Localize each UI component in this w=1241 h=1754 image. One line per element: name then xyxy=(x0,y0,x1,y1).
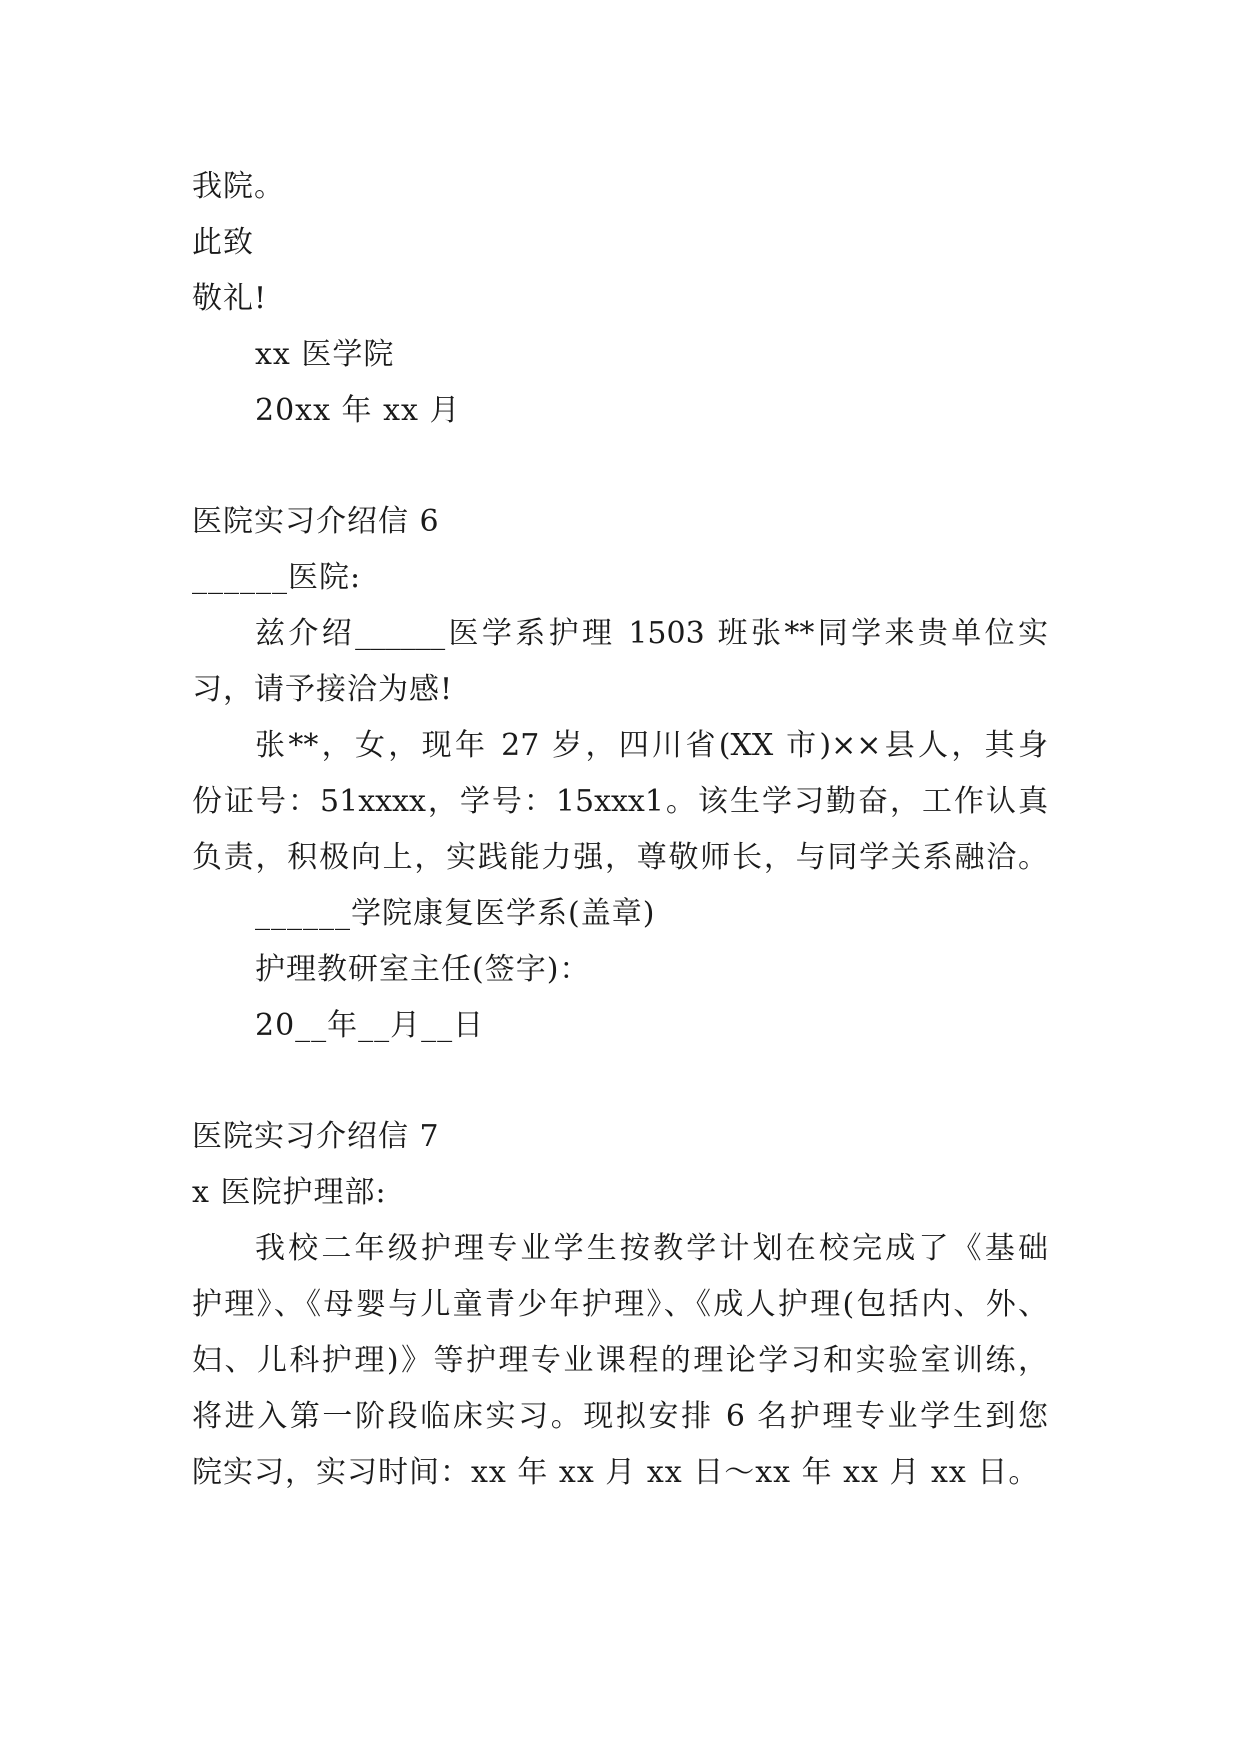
letter6-salutation: ______医院: xyxy=(192,560,362,595)
letter6-paragraph1-line: 兹介绍______医学系护理 1503 班张**同学来贵单位实 xyxy=(255,616,1048,651)
letter6-paragraph1-line: 习，请予接洽为感! xyxy=(192,672,454,707)
letter6-dept-seal: ______学院康复医学系(盖章) xyxy=(255,896,656,931)
letter7-salutation: x 医院护理部: xyxy=(192,1175,387,1210)
letter6-paragraph2-line: 张**，女，现年 27 岁，四川省(XX 市)××县人，其身 xyxy=(255,728,1048,763)
letter7-paragraph1-line: 将进入第一阶段临床实习。现拟安排 6 名护理专业学生到您 xyxy=(192,1399,1048,1434)
letter7-paragraph1-line: 护理》、《母婴与儿童青少年护理》、《成人护理(包括内、外、 xyxy=(192,1287,1048,1322)
letter7-paragraph1-line: 我校二年级护理专业学生按教学计划在校完成了《基础 xyxy=(255,1231,1048,1266)
signature-org: xx 医学院 xyxy=(255,337,395,372)
letter6-director-signature: 护理教研室主任(签字)： xyxy=(255,952,591,987)
letter6-paragraph2-line: 负责，积极向上，实践能力强，尊敬师长，与同学关系融洽。 xyxy=(192,840,1048,875)
letter7-paragraph1-line: 妇、儿科护理)》等护理专业课程的理论学习和实验室训练， xyxy=(192,1343,1048,1378)
letter7-paragraph1-line: 院实习，实习时间：xx 年 xx 月 xx 日～xx 年 xx 月 xx 日。 xyxy=(192,1455,1040,1490)
letter6-paragraph2-line: 份证号：51xxxx，学号：15xxx1。该生学习勤奋，工作认真 xyxy=(192,784,1048,819)
letter6-date: 20__年__月__日 xyxy=(255,1008,485,1043)
signature-date: 20xx 年 xx 月 xyxy=(255,393,461,428)
letter7-title: 医院实习介绍信 7 xyxy=(192,1119,440,1154)
closing-salute: 敬礼! xyxy=(192,281,268,316)
closing-text: 我院。 xyxy=(192,169,285,204)
letter6-title: 医院实习介绍信 6 xyxy=(192,504,440,539)
closing-phrase: 此致 xyxy=(192,225,254,260)
